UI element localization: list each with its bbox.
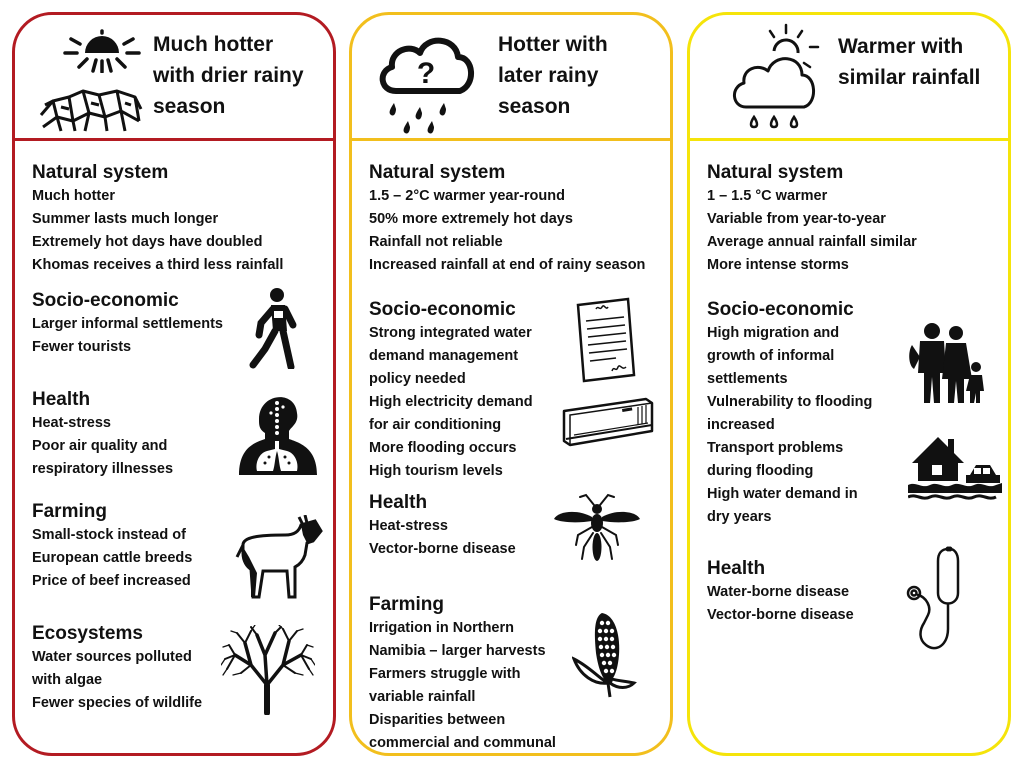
mosquito-icon (552, 489, 642, 569)
section-heading: Natural system (369, 162, 506, 183)
section-heading: Farming (32, 501, 107, 522)
scenario-card-warmer-similar (687, 12, 1011, 756)
lungs-icon (237, 383, 319, 475)
list-item: Extremely hot days have doubled (32, 234, 263, 250)
tree-icon (221, 625, 315, 715)
list-item: Vector-borne disease (369, 541, 516, 557)
policy-document-icon (572, 297, 636, 383)
list-item: Namibia – larger harvests (369, 643, 546, 659)
flooded-house-icon (908, 431, 1002, 501)
header-divider (352, 138, 670, 141)
list-item: dry years (707, 509, 772, 525)
list-item: More flooding occurs (369, 440, 517, 456)
header-divider (15, 138, 333, 141)
list-item: Rainfall not reliable (369, 234, 503, 250)
section-ecosystems (32, 621, 202, 716)
family-icon (908, 321, 988, 405)
list-item: More intense storms (707, 257, 849, 273)
walking-person-icon (247, 287, 303, 369)
list-item: with algae (32, 672, 103, 688)
list-item: Water-borne disease (707, 584, 850, 600)
list-item: Variable from year-to-year (707, 211, 886, 227)
section-farming (369, 592, 556, 756)
section-heading: Socio-economic (32, 290, 179, 311)
list-item: for air conditioning (369, 417, 502, 433)
air-conditioner-icon (560, 395, 656, 451)
list-item: increased (707, 417, 775, 433)
list-item: Irrigation in Northern (369, 620, 514, 636)
sun-cloud-rain-icon (730, 23, 822, 131)
header-divider (690, 138, 1008, 141)
section-heading: Socio-economic (369, 299, 516, 320)
list-item: variable rainfall (369, 689, 476, 705)
section-health (32, 387, 173, 482)
section-heading: Farming (369, 594, 444, 615)
list-item: Poor air quality and (32, 438, 168, 454)
list-item: Fewer species of wildlife (32, 695, 203, 711)
stethoscope-icon (902, 545, 972, 657)
section-heading: Health (32, 389, 91, 410)
section-heading: Ecosystems (32, 623, 143, 644)
list-item: Price of beef increased (32, 573, 191, 589)
svg-text:?: ? (416, 57, 436, 90)
scenario-card-much-hotter (12, 12, 336, 756)
scenario-card-hotter-later-rainy (349, 12, 673, 756)
section-farming (32, 499, 192, 594)
list-item: 1.5 – 2°C warmer year-round (369, 188, 565, 204)
list-item: High migration and (707, 325, 840, 341)
list-item: Heat-stress (369, 518, 448, 534)
maize-icon (572, 609, 638, 699)
list-item: policy needed (369, 371, 466, 387)
section-heading: Natural system (707, 162, 844, 183)
list-item: Small-stock instead of (32, 527, 186, 543)
section-natural-system (707, 160, 917, 278)
scenario-title: Much hotter with drier rainy season (153, 33, 304, 118)
section-heading: Health (707, 558, 766, 579)
section-socio-economic (369, 297, 533, 484)
card-header (15, 15, 333, 141)
section-health (707, 556, 854, 628)
section-health (369, 490, 516, 562)
list-item: Increased rainfall at end of rainy season (369, 257, 646, 273)
scenario-title: Warmer with similar rainfall (838, 35, 981, 89)
sun-icon (63, 29, 141, 73)
cracked-earth-icon (39, 87, 143, 133)
list-item: Transport problems (707, 440, 844, 456)
section-socio-economic (32, 288, 223, 360)
list-item: 1 – 1.5 °C warmer (707, 188, 828, 204)
card-header (690, 15, 1008, 141)
list-item: Vulnerability to flooding (707, 394, 873, 410)
list-item: Water sources polluted (32, 649, 192, 665)
list-item: Strong integrated water (369, 325, 532, 341)
list-item: Summer lasts much longer (32, 211, 219, 227)
section-heading: Socio-economic (707, 299, 854, 320)
storm-cloud-question-icon (374, 29, 478, 137)
scenario-title: Hotter with later rainy season (498, 33, 608, 118)
list-item: Khomas receives a third less rainfall (32, 257, 284, 273)
list-item: during flooding (707, 463, 814, 479)
card-header (352, 15, 670, 141)
section-heading: Health (369, 492, 428, 513)
goat-icon (229, 515, 323, 601)
list-item: growth of informal (707, 348, 835, 364)
list-item: 50% more extremely hot days (369, 211, 573, 227)
list-item: Heat-stress (32, 415, 111, 431)
list-item: Average annual rainfall similar (707, 234, 917, 250)
list-item: Larger informal settlements (32, 316, 223, 332)
list-item: commercial and communal (369, 735, 556, 751)
list-item: European cattle breeds (32, 550, 193, 566)
list-item: demand management (369, 348, 519, 364)
list-item: High electricity demand (369, 394, 533, 410)
list-item: Disparities between (369, 712, 506, 728)
list-item: respiratory illnesses (32, 461, 174, 477)
section-natural-system (369, 160, 645, 278)
section-heading: Natural system (32, 162, 169, 183)
list-item: High water demand in (707, 486, 858, 502)
section-natural-system (32, 160, 283, 278)
list-item: High tourism levels (369, 463, 503, 479)
list-item: Fewer tourists (32, 339, 132, 355)
list-item: Farmers struggle with (369, 666, 521, 682)
section-socio-economic (707, 297, 872, 530)
list-item: Much hotter (32, 188, 115, 204)
list-item: settlements (707, 371, 788, 387)
list-item: Vector-borne disease (707, 607, 854, 623)
